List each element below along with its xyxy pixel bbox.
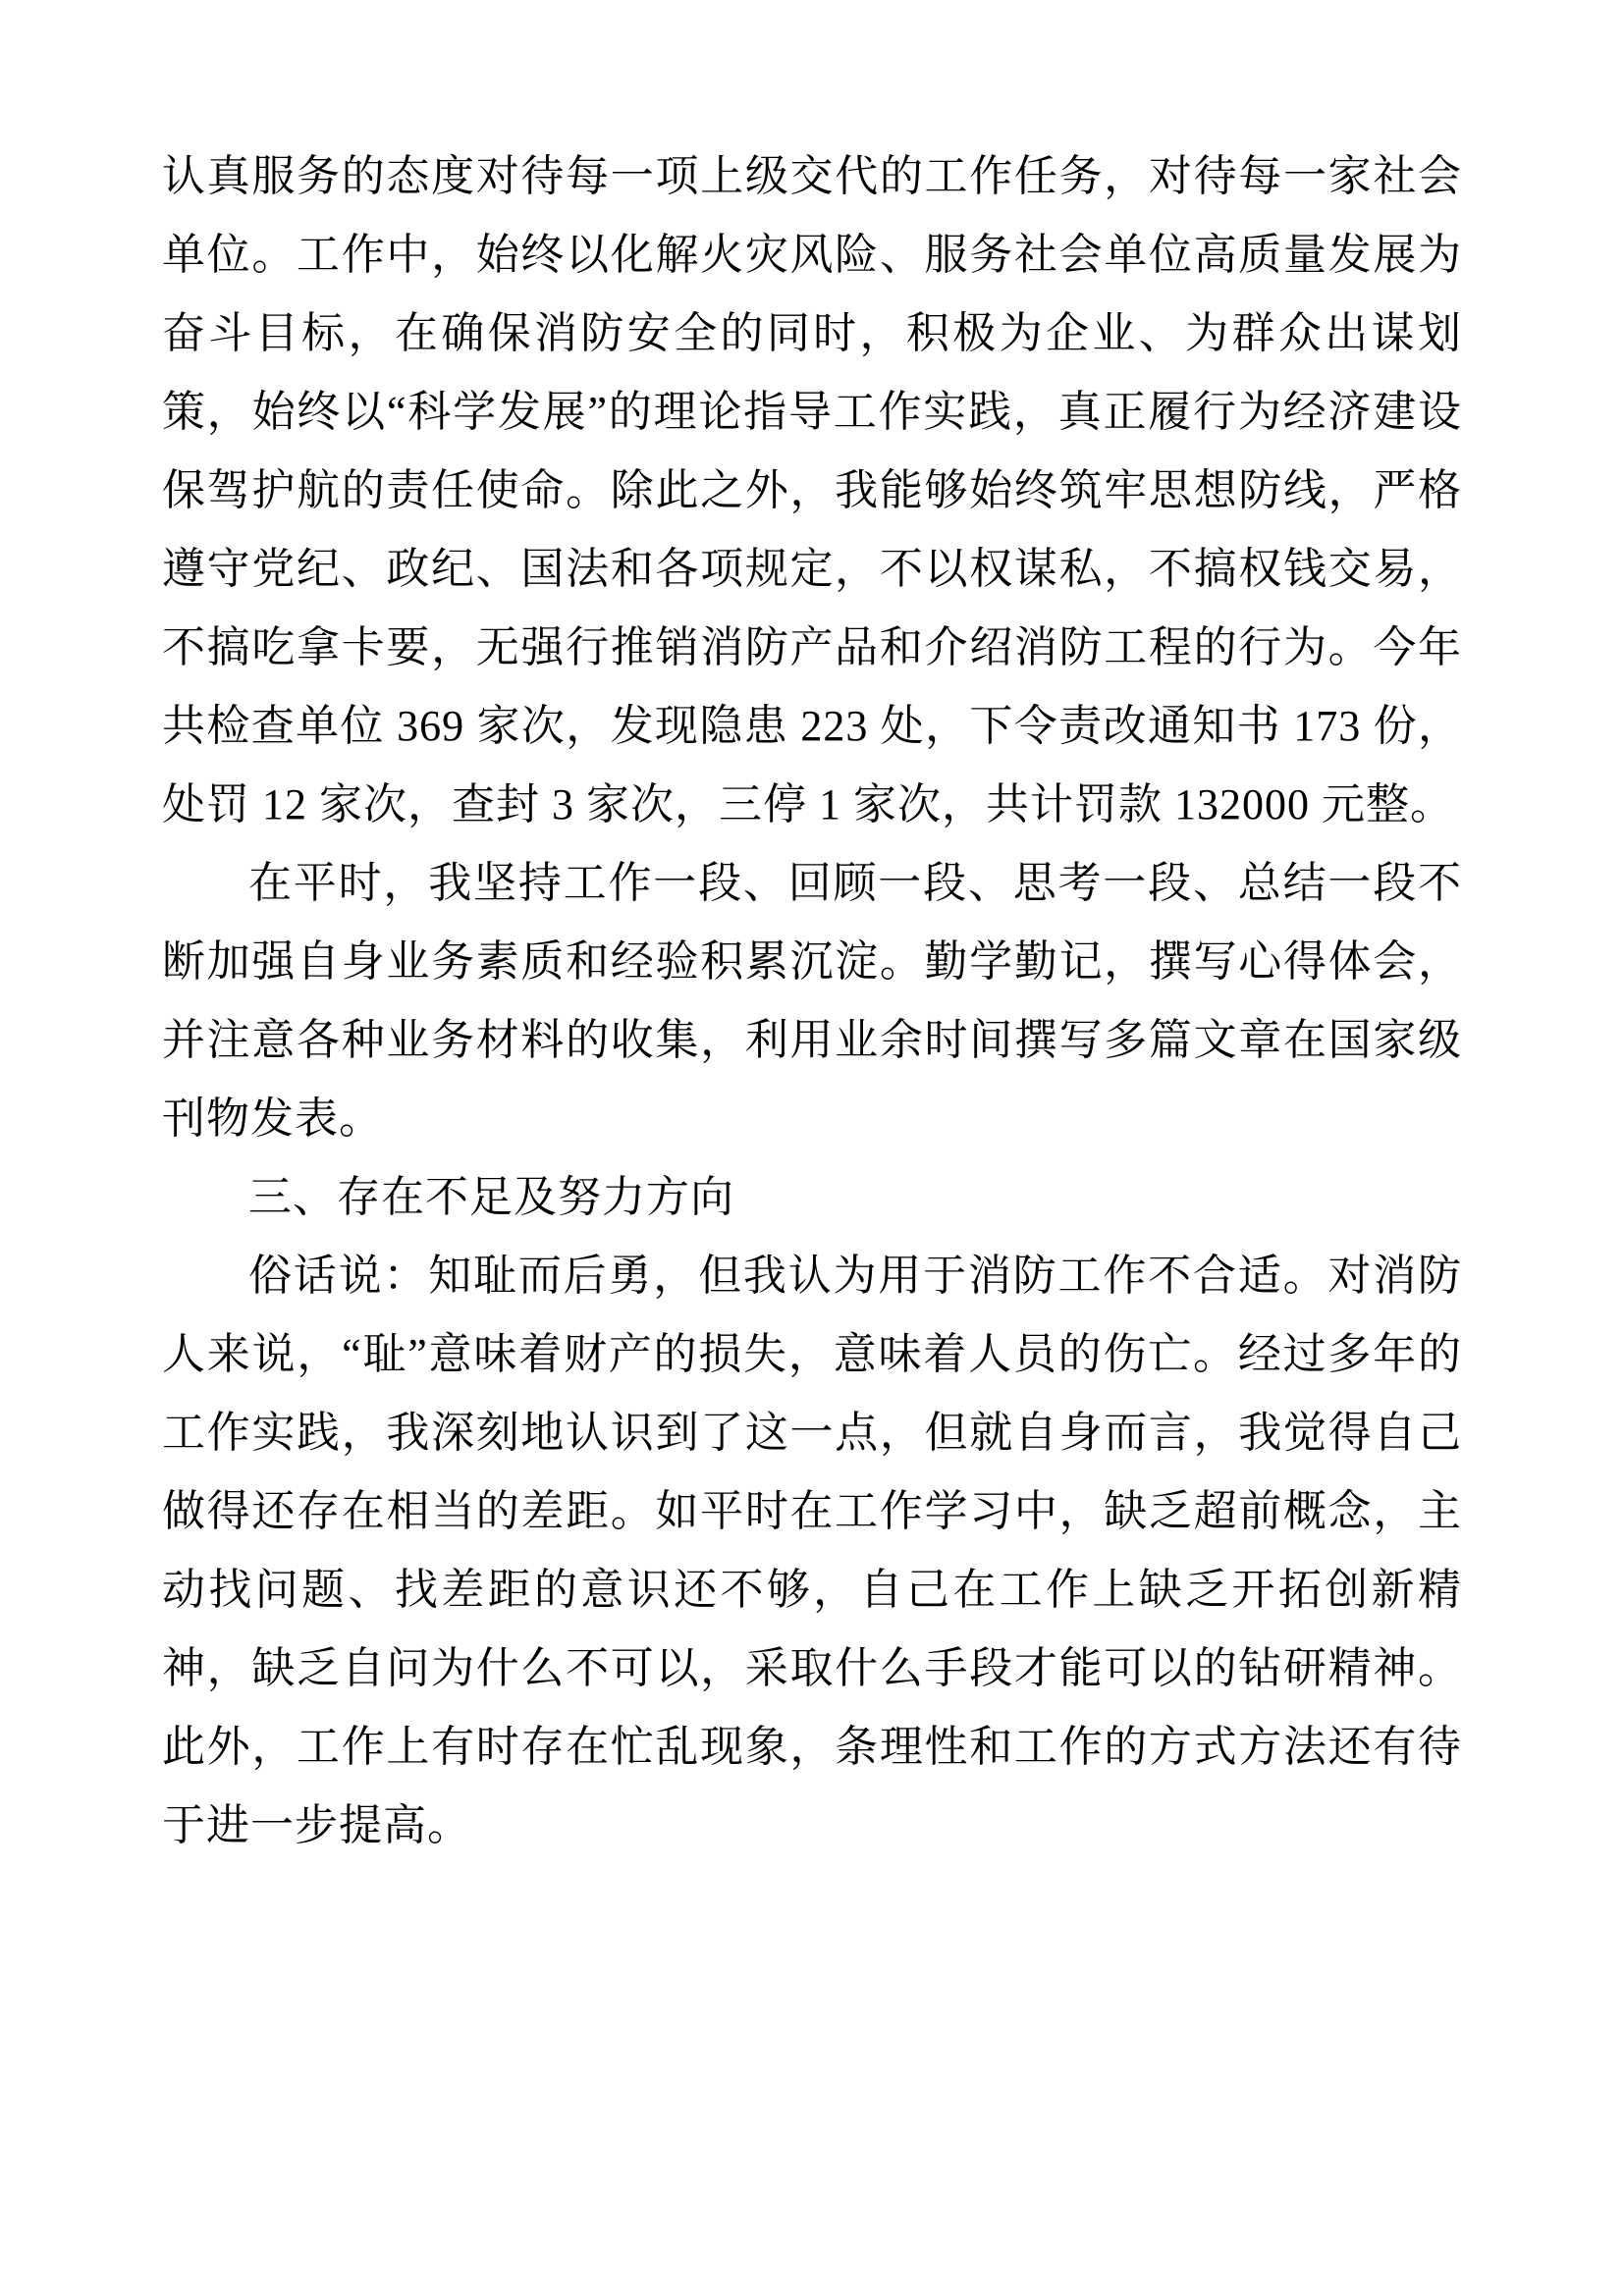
paragraph: 在平时，我坚持工作一段、回顾一段、思考一段、总结一段不断加强自身业务素质和经验积累沉淀。勤学勤记，撰写心得体会，并注意各种业务材料的收集，利用业余时间撰写多篇文章在国家级刊物发表。 <box>162 859 1462 1143</box>
paragraph: 俗话说：知耻而后勇，但我认为用于消防工作不合适。对消防人来说，“耻”意味着财产的损失，意味着人员的伤亡。经过多年的工作实践，我深刻地认识到了这一点，但就自身而言，我觉得自己做得还存在相当的差距。如平时在工作学习中，缺乏超前概念，主动找问题、找差距的意识还不够，自己在工作上缺乏开拓创新精神，缺乏自问为什么不可以，采取什么手段才能可以的钻研精神。此外，工作上有时存在忙乱现象，条理性和工作的方式方法还有待于进一步提高。 <box>162 1252 1462 1849</box>
paragraph-continuation: 认真服务的态度对待每一项上级交代的工作任务，对待每一家社会单位。工作中，始终以化解火灾风险、服务社会单位高质量发展为奋斗目标，在确保消防安全的同时，积极为企业、为群众出谋划策，始终以“科学发展”的理论指导工作实践，真正履行为经济建设保驾护航的责任使命。除此之外，我能够始终筑牢思想防线，严格遵守党纪、政纪、国法和各项规定，不以权谋私，不搞权钱交易，不搞吃拿卡要，无强行推销消防产品和介绍消防工程的行为。今年共检查单位 369 家次，发现隐患 223 处，下令责改通知书 173 份，处罚 12 家次，查封 3 家次，三停 1 家次，共计罚款 132000 元整。 <box>162 152 1462 828</box>
section-heading: 三、存在不足及努力方向 <box>248 1173 734 1221</box>
document-body <box>162 137 1462 1865</box>
